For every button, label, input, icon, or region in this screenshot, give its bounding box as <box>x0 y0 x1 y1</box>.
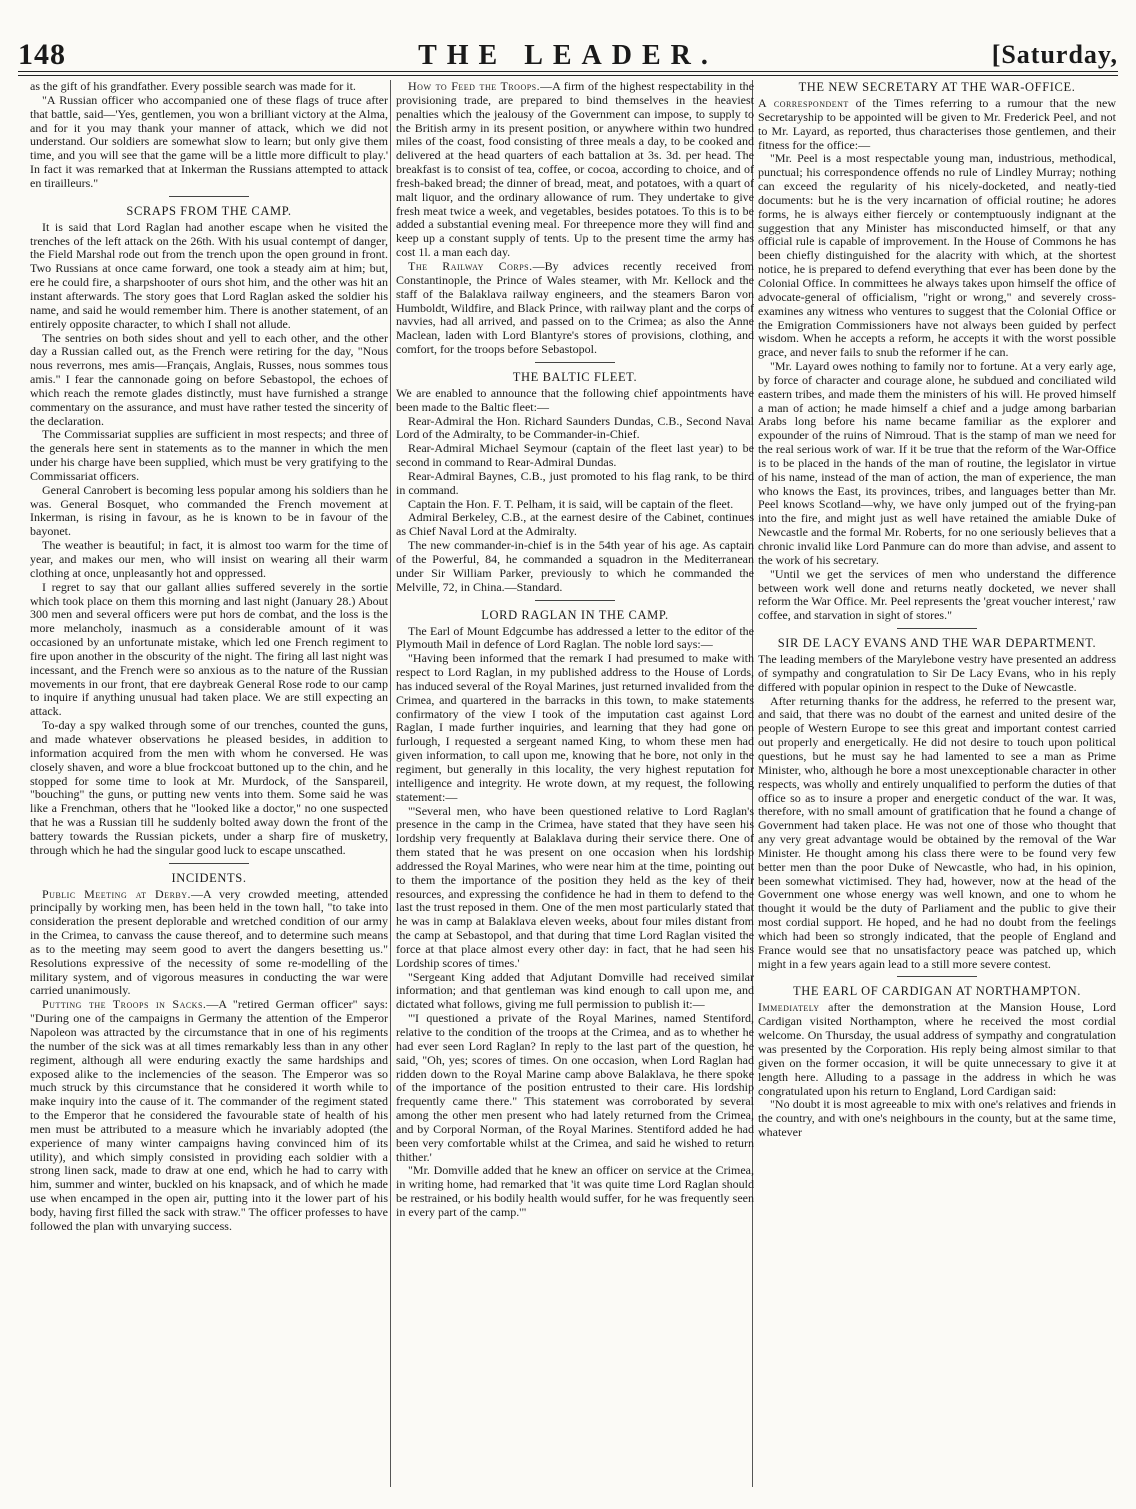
paragraph <box>30 888 388 999</box>
item-lead: Public Meeting at Derby. <box>42 886 192 901</box>
paragraph: I regret to say that our gallant allies suffered severely in the sortie which took place on them this morning and last night (January 28.) About 300 men and several officers were put hors de combat, and the loss is the more melancholy, inasmuch as a considerable amount of it was occasioned by an unfortunate mistake, which led one French regiment to fire upon another in the obscurity of the night. The firing all last night was incessant, and the French were so anxious as to the nature of the Russian movements in our front, that ere daybreak General Rose rode to our camp to inquire if anything unusual had taken place. We are still expecting an attack. <box>30 579 388 719</box>
item-lead: How to Feed the Troops. <box>408 80 541 93</box>
page-number: 148 <box>18 38 66 71</box>
paragraph: "Having been informed that the remark I had presumed to make with respect to Lord Raglan, in my published address to the House of Lords, has induced several of the Royal Marines, just returned invalided from the Crimea, and quartered in the barracks in this town, to make statements confirmatory of the view I took of the imputation cast against Lord Raglan, I made further inquiries, and learning that they had gone on furlough, I requested a sergeant named King, to whom these men had given information, to call upon me, knowing that he bore, not only in the regiment, but generally in this locality, the very highest reputation for intelligence and integrity. He wrote down, at my request, the following statement:— <box>396 651 754 804</box>
paragraph: Admiral Berkeley, C.B., at the earnest desire of the Cabinet, continues as Chief Naval Lord at the Admiralty. <box>396 510 754 539</box>
item-lead: Immediately <box>758 1000 820 1015</box>
section-heading: THE BALTIC FLEET. <box>512 369 638 384</box>
section-heading: INCIDENTS. <box>171 870 247 885</box>
paragraph: "A Russian officer who accompanied one of these flags of truce after that battle, said—'Yes, gentlemen, you won a brilliant victory at the Alma, and for it you may thank your manner of attack, which we did not understand. Our soldiers are somewhat slow to learn; but only give them time, and you will see that the game will be a little more difficult to play.' In fact it was remarked that at Inkerman the Russians attempted to attack en tirailleurs." <box>30 92 388 190</box>
paragraph: "Mr. Domville added that he knew an officer on service at the Crimea, in writing home, had remarked that 'it was quite time Lord Raglan should be restrained, or his bodily health would suffer, for he was frequently seen in every part of the camp.'" <box>396 1163 754 1219</box>
section-separator <box>897 976 977 977</box>
paragraph: The weather is beautiful; in fact, it is almost too warm for the time of year, and makes our men, who will insist on wearing all their warm clothing at once, unpleasantly hot and oppressed. <box>30 538 388 580</box>
paragraph: "Mr. Peel is a most respectable young man, industrious, methodical, punctual; his correspondence offends no rule of Lindley Murray; nothing can exceed the regularity of his nicely-docketed, and neatly-tied documents: but he is the very incarnation of official routine; he adores forms, he is always either fiercely or contemptuously indignant at the suggestion that any Minister has misconducted himself, or that any official rule is capable of improvement. In the House of Commons he has been chiefly distinguished for the alacrity with which, at the shortest notice, he is prepared to defend everything that ever has been done by the Colonial Office. In committees he always takes upon himself the office of advocate-general of officialism, "right or wrong," and severely cross-examines any witness who ventures to suggest that the Colonial Office or the Emigration Commissioners have not always been guided by perfect wisdom. When he accepts a reform, he accepts it with the worst possible grace, and never fails to snub the reformer if he can. <box>758 151 1116 360</box>
header-rule-thin <box>18 75 1118 76</box>
paragraph: Rear-Admiral Michael Seymour (captain of the fleet last year) to be second in command to Rear-Admiral Dundas. <box>396 441 754 470</box>
section-heading: SIR DE LACY EVANS AND THE WAR DEPARTMENT. <box>777 636 1097 651</box>
item-text: —A very crowded meeting, attended principally by working men, has been held in the town hall, "to take into consideration the present deplorable and wretched condition of our army in the Crimea, to canvass the cause thereof, and to determine such means as to the meeting may seem good to avert the dangers besetting us." Resolutions expressive of the necessity of some re-modelling of the military system, and of vigorous measures in conducting the war were carried unanimously. <box>30 886 388 998</box>
paragraph: "Sergeant King added that Adjutant Domville had received similar information; and that gentleman was kind enough to call upon me, and dictated what follows, giving me full permission to publish it:— <box>396 969 754 1012</box>
item-lead: Putting the Troops in Sacks. <box>42 997 207 1012</box>
section-separator <box>535 362 615 363</box>
section-heading: LORD RAGLAN IN THE CAMP. <box>481 607 669 622</box>
paragraph: "No doubt it is most agreeable to mix with one's relatives and friends in the country, and with one's neighbours in the county, but at the same time, whatever <box>758 1097 1116 1140</box>
paragraph: The Commissariat supplies are sufficient in most respects; and three of the generals here sent in statements as to the manner in which the men under his charge have been supplied, which must be very gratifying to the Commissariat officers. <box>30 427 388 483</box>
section-heading: THE EARL OF CARDIGAN AT NORTHAMPTON. <box>793 984 1081 999</box>
section-separator <box>535 600 615 601</box>
page-header <box>18 38 1118 70</box>
section-heading: SCRAPS FROM THE CAMP. <box>126 203 292 218</box>
column-3 <box>758 80 1116 1140</box>
paragraph: The new commander-in-chief is in the 54th year of his age. As captain of the Powerful, 84, he commanded a squadron in the Mediterranean under Sir William Parker, previously to which he commanded the Melville, 72, in China.—Standard. <box>396 538 754 594</box>
paragraph: The Earl of Mount Edgcumbe has addressed a letter to the editor of the Plymouth Mail in defence of Lord Raglan. The noble lord says:— <box>396 623 754 652</box>
paragraph: "Mr. Layard owes nothing to family nor to fortune. At a very early age, by force of character and courage alone, he subdued and conciliated wild eastern tribes, and made them the ministers of his will. He proved himself a man of action; he made himself a chief and a judge among barbarian Arabs long before his name became familiar as the explorer and expounder of the ruins of Nimroud. That is the stamp of man we need for the real serious work of war. If it be true that the reform of the War-Office is to be placed in the hands of the man of routine, the legislator in virtue of his name, instead of the man of action, the man of experience, the man who knows the East, its provinces, tribes, and languages better than Mr. Peel knows Scotland—why, we have only jumped out of the frying-pan into the fire, and might just as well have retained the amiable Duke of Newcastle and the formal Mr. Roberts, for no one seriously believes that a chronic invalid like Lord Panmure can do more than advise, and assent to the work of his secretary. <box>758 359 1116 567</box>
paragraph: "Until we get the services of men who understand the difference between work well done and returns neatly docketed, we never shall reform the War Office. Mr. Peel represents the 'great voucher interest,' raw coffee, and starvation in sight of stores." <box>758 566 1116 623</box>
masthead-title: THE LEADER. <box>418 40 718 71</box>
paragraph: Captain the Hon. F. T. Pelham, it is said, will be captain of the fleet. <box>408 496 734 511</box>
paragraph: "'Several men, who have been questioned relative to Lord Raglan's presence in the camp in the Crimea, have stated that they have seen his lordship very frequently at Balaklava during their service there. One of them stated that he was present on one occasion when his lordship addressed the Royal Marines, who were near him at the time, pointing out to them the importance of the position they held as the key of their resources, and expressing the confidence he had in them to defend to the last the trust reposed in them. One of the men most particularly stated that he was in camp at Balaklava eleven weeks, about four miles distant from the camp at Sebastopol, and that during that time Lord Raglan visited the force at that place almost every other day: in fact, that he had seen his Lordship scores of times.' <box>396 803 754 970</box>
item-text: —A "retired German officer" says: "During one of the campaigns in Germany the attention of the Emperor Napoleon was attracted by the circumstance that in one of his regiments the number of the sick was at all times remarkably less than in any other regiment, although all were enduring exactly the same hardships and exposed alike to the inclemencies of the season. The Emperor was so much struck by this circumstance that he considered it worth while to make inquiry into the cause of it. The commander of the regiment stated to the Emperor that he considered the favourable state of health of his men must be attributed to a measure which he invariably adopted (the experience of many winter campaigns having convinced him of its utility), and which simply consisted in providing each soldier with a strong linen sack, made to draw at one end, which he had to carry with him, summer and winter, buckled on his knapsack, and of which he made use when encamped in the open air, putting into it the lower part of his body, having first filled the sack with straw." The officer professes to have followed the plan with unvarying success. <box>30 997 388 1233</box>
paragraph <box>30 998 388 1233</box>
column-2 <box>396 80 754 1220</box>
section-separator <box>897 628 977 629</box>
paragraph: General Canrobert is becoming less popular among his soldiers than he was. General Bosquet, who commanded the French movement at Inkerman, is rising in favour, as he is known to be in favour of the bayonet. <box>30 482 388 539</box>
item-text: —A firm of the highest respectability in the provisioning trade, are prepared to bind themselves in the heaviest penalties which the jealousy of the Government can impose, to supply to the British army in its present position, or anywhere within two hundred miles of the coast, food consisting of three meals a day, to be cooked and delivered at the head quarters of each battalion at 3s. 3d. per head. The breakfast is to consist of tea, coffee, or cocoa, according to choice, and of fresh-baked bread; the dinner of bread, meat, and potatoes, with a quart of malt liquor, and the ordinary allowance of rum. They undertake to give fresh meat twice a week, and vegetables, besides potatoes. To this is to be added a substantial evening meal. For threepence more they will find and keep up a constant supply of tents. Up to the present time the army has cost 1l. a man each day. <box>396 80 754 260</box>
section-separator <box>169 863 249 864</box>
paragraph: Rear-Admiral Baynes, C.B., just promoted to his flag rank, to be third in command. <box>396 468 754 497</box>
item-text: —By advices recently received from Constantinople, the Prince of Wales steamer, with Mr. Kellock and the staff of the Balaklava railway engineers, and the steamers Baron von Humboldt, Wildfire, and Black Prince, with railway plant and the corps of navvies, had all arrived, and passed on to the Crimea; as also the Anne Maclean, laden with Lord Blantyre's stores of provisions, clothing, and comfort, for the troops before Sebastopol. <box>396 258 754 357</box>
paragraph <box>758 1001 1116 1098</box>
section-separator <box>169 196 249 197</box>
column-1 <box>30 80 388 1234</box>
paragraph: as the gift of his grandfather. Every possible search was made for it. <box>30 80 356 93</box>
dateline: [Saturday, <box>991 40 1118 69</box>
paragraph: "'I questioned a private of the Royal Marines, named Stentiford, relative to the condition of the troops at the Crimea, and as to whether he had ever seen Lord Raglan? In reply to the last part of the question, he said, "Oh, yes; scores of times. On one occasion, when Lord Raglan had ridden down to the Royal Marine camp above Balaklava, he there spoke of the importance of the position entrusted to their care. His lordship frequently came there." This statement was corroborated by several among the other men present who had lately returned from the Crimea, and by Corporal Norman, of the Royal Marines. Stentiford added he had been very comfortable whilst at the Crimea, and said he wished to return thither.' <box>396 1011 754 1164</box>
item-lead: A correspondent <box>758 96 849 110</box>
item-text: of the Times referring to a rumour that the new Secretaryship to be appointed will be given to Mr. Frederick Peel, and not to Mr. Layard, as reported, thus characterises those gentlemen, and their fitness for the office:— <box>758 96 1116 152</box>
header-rule <box>18 71 1118 72</box>
paragraph: Rear-Admiral the Hon. Richard Saunders Dundas, C.B., Second Naval Lord of the Admiralty, to be Commander-in-Chief. <box>396 413 754 442</box>
item-text: after the demonstration at the Mansion House, Lord Cardigan visited Northampton, where he received the most cordial welcome. On Thursday, the usual address of sympathy and congratulation was presented by the Corporation. His reply being almost similar to that given on the former occasion, it will be quite unnecessary to give it at length here. Alluding to a passage in the address in which he was congratulated upon his return to England, Lord Cardigan said: <box>758 1000 1116 1098</box>
paragraph: It is said that Lord Raglan had another escape when he visited the trenches of the left attack on the 26th. With his usual contempt of danger, the Field Marshal rode out from the trench upon the open ground in front. Two Russians at once came forward, one took a steady aim at him; but, ere he could fire, a sharpshooter of ours shot him, and the other was hit an instant afterwards. The story goes that Lord Raglan asked the soldier his name, and said he would remember him. There is another statement, of an entirely opposite character, to which I shall not allude. <box>30 219 388 331</box>
paragraph: We are enabled to announce that the following chief appointments have been made to the Baltic fleet:— <box>396 385 754 414</box>
paragraph <box>396 80 754 260</box>
section-heading: THE NEW SECRETARY AT THE WAR-OFFICE. <box>798 80 1076 94</box>
paragraph: After returning thanks for the address, he referred to the present war, and said, that there was no doubt of the earnest and united desire of the people of Western Europe to see this great and important contest carried out properly and energetically. He did not desire to touch upon political questions, but he must say he had lamented to see a man as Prime Minister, who, although he bore a most unexceptionable character in other respects, was wholly and entirely unqualified to perform the duties of that office so as to insure a proper and energetic conduct of the war. It was, therefore, with no small amount of gratification that he found a change of Government had taken place. He was not one of those who thought that any very great advantage would be obtained by the removal of the War Minister. He thought among his class there were to be found very few better men than the poor Duke of Newcastle, who had, in his opinion, been somewhat victimised. They had, however, now at the head of the Government one whose energy was well known, and one to whom he thought it would be the duty of Parliament and the public to give their most cordial support. He hoped, and he had no doubt from the feelings which had been so strongly indicated, that the people of England and France would see that no unsatisfactory peace was patched up, which might in a few years again lead to a still more severe contest. <box>758 693 1116 971</box>
paragraph: To-day a spy walked through some of our trenches, counted the guns, and made whatever observations he pleased besides, in addition to information acquired from the men with whom he conversed. He was closely shaven, and wore a blue frockcoat buttoned up to the chin, and he stopped for some time to look at Mr. Murdock, of the Sanspareil, "bouching" the guns, or putting new vents into them. Some said he was like a Frenchman, others that he "looked like a doctor," no one suspected that he was a Russian till he suddenly bolted away down the front of the battery towards the Russian pickets, under a sharp fire of musketry, through which he had the singular good luck to escape unscathed. <box>30 718 388 857</box>
column-divider <box>390 80 391 1487</box>
paragraph: The leading members of the Marylebone vestry have presented an address of sympathy and congratulation to Sir De Lacy Evans, who in his reply differed with popular opinion in respect to the Duke of Newcastle. <box>758 652 1116 694</box>
paragraph: The sentries on both sides shout and yell to each other, and the other day a Russian called out, as the French were retiring for the day, "Nous nous reverrons, mes amis—Français, Anglais, Russes, nous sommes tous amis." I fear the cannonade going on before Sebastopol, the echoes of which reach the remote glades distinctly, must have furnished a strange commentary on the assurance, and must have rather tested the sincerity of the declaration. <box>30 330 388 428</box>
item-lead: The Railway Corps. <box>408 258 533 273</box>
paragraph <box>758 97 1116 152</box>
paragraph <box>396 260 754 357</box>
